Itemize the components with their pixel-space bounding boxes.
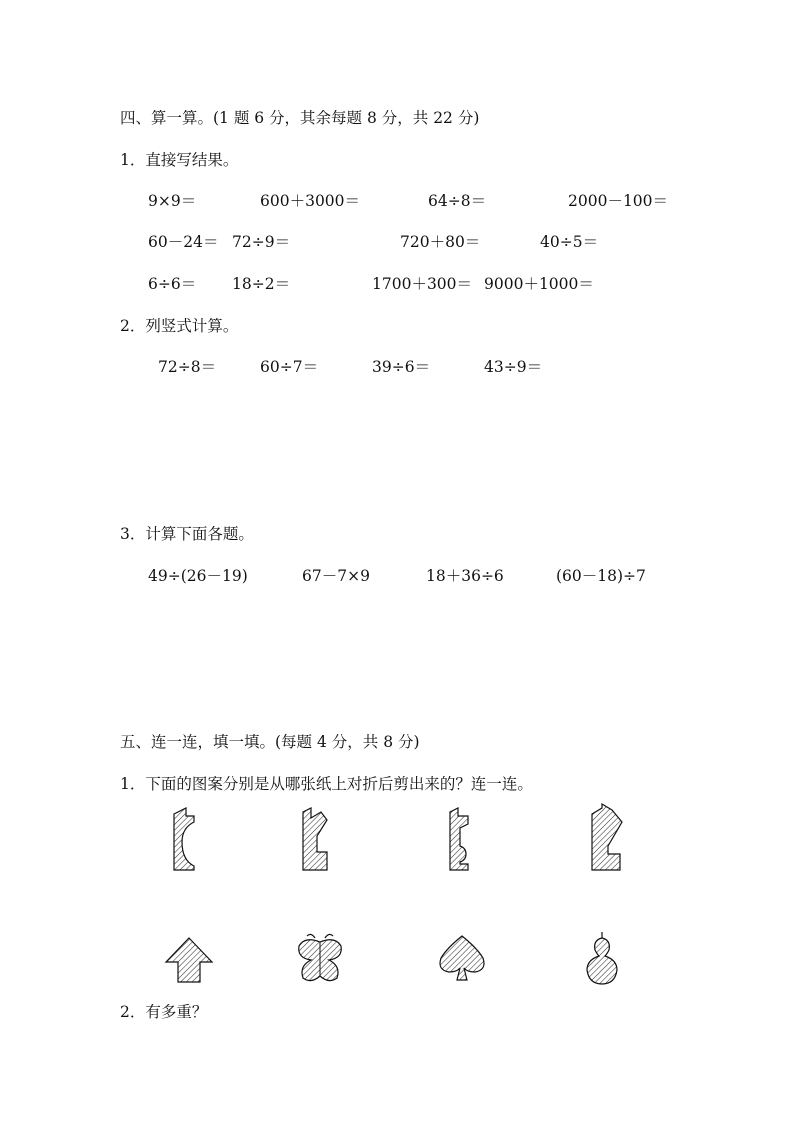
section5-heading: 五、连一连，填一填。(每题 4 分，共 8 分)	[120, 733, 420, 751]
folded-paper-wing-icon[interactable]	[299, 806, 333, 872]
q1-r3-c4: 9000＋1000＝	[484, 275, 594, 293]
q1-r1-c2: 600＋3000＝	[260, 192, 361, 210]
q1-r3-c2: 18÷2＝	[232, 275, 291, 293]
q1-r3-c1: 6÷6＝	[148, 275, 197, 293]
section4-heading: 四、算一算。(1 题 6 分，其余每题 8 分，共 22 分)	[120, 109, 480, 127]
folded-paper-notch-icon[interactable]	[446, 806, 476, 872]
s5-q2-title: 2．有多重？	[120, 1003, 208, 1021]
q1-title: 1．直接写结果。	[120, 151, 239, 169]
q2-item-3: 39÷6＝	[372, 358, 431, 376]
arrow-icon[interactable]	[164, 936, 214, 984]
spade-icon[interactable]	[437, 934, 487, 984]
q3-item-4: (60－18)÷7	[556, 567, 646, 585]
q3-item-2: 67－7×9	[302, 567, 370, 585]
folded-paper-flag-icon[interactable]	[588, 802, 628, 872]
q1-r2-c1: 60－24＝	[148, 233, 219, 251]
q3-item-1: 49÷(26－19)	[148, 567, 248, 585]
q3-title: 3．计算下面各题。	[120, 525, 254, 543]
q1-r2-c4: 40÷5＝	[540, 233, 599, 251]
q1-r1-c1: 9×9＝	[148, 192, 197, 210]
q2-title: 2．列竖式计算。	[120, 317, 239, 335]
q2-item-2: 60÷7＝	[260, 358, 319, 376]
q1-r1-c4: 2000－100＝	[568, 192, 669, 210]
q1-r2-c2: 72÷9＝	[232, 233, 291, 251]
q2-item-4: 43÷9＝	[484, 358, 543, 376]
q3-item-3: 18＋36÷6	[426, 567, 504, 585]
gourd-icon[interactable]	[585, 930, 619, 986]
q1-r1-c3: 64÷8＝	[428, 192, 487, 210]
s5-q1-title: 1．下面的图案分别是从哪张纸上对折后剪出来的？连一连。	[120, 775, 533, 793]
folded-paper-arc-icon[interactable]	[170, 806, 202, 872]
q1-r2-c3: 720＋80＝	[400, 233, 481, 251]
butterfly-icon[interactable]	[295, 932, 345, 986]
q1-r3-c3: 1700＋300＝	[372, 275, 473, 293]
q2-item-1: 72÷8＝	[158, 358, 217, 376]
